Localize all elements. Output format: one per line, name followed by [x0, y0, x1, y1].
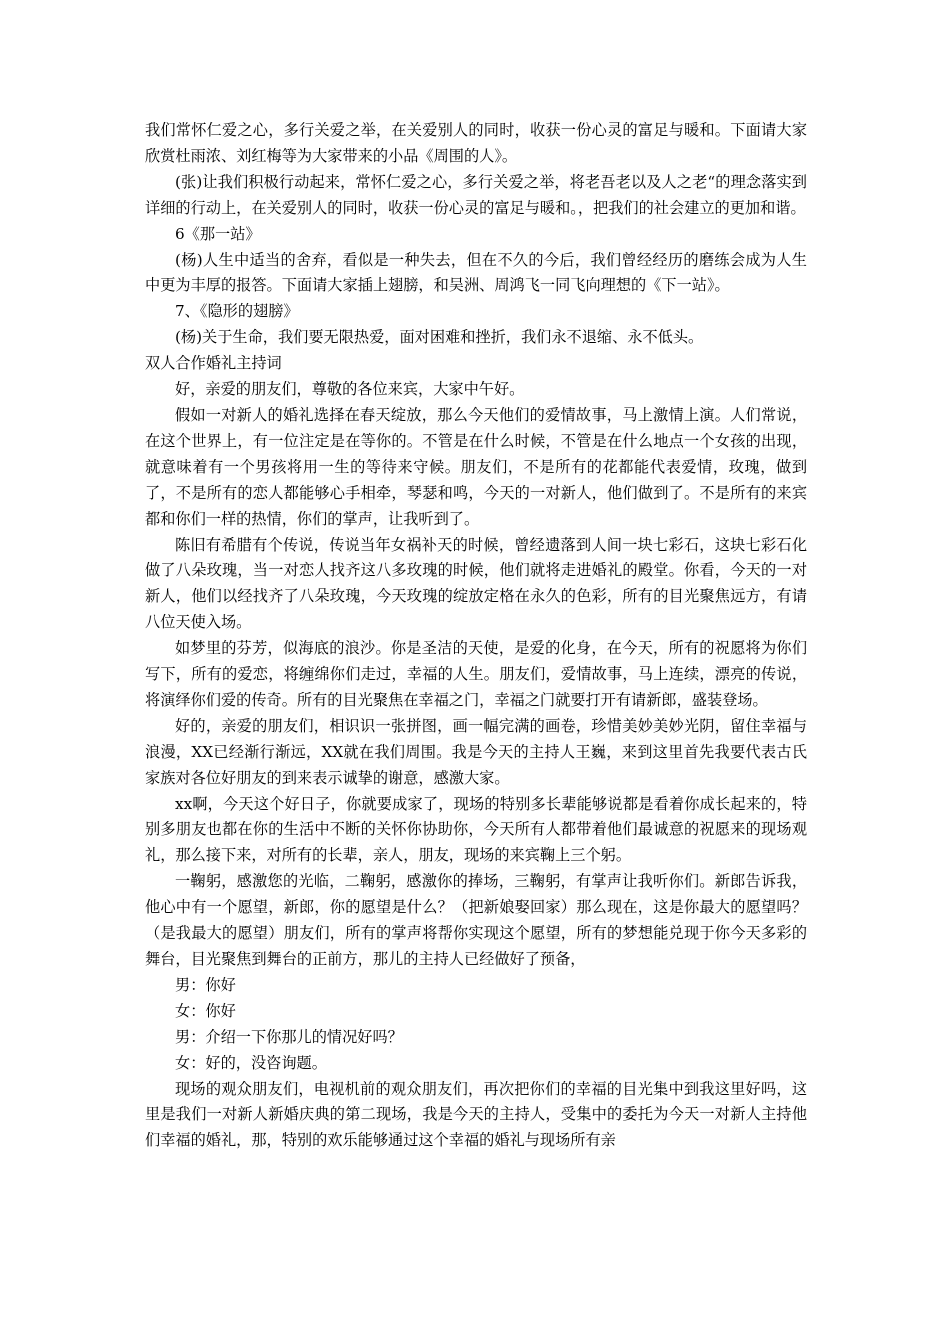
paragraph: (杨)关于生命，我们要无限热爱，面对困难和挫折，我们永不退缩、永不低头。 — [175, 328, 704, 347]
paragraph: (杨)人生中适当的舍弃，看似是一种失去，但在不久的今后，我们曾经经历的磨练会成为人生中更为丰厚的报答。下面请大家插上翅膀，和吴洲、周鸿飞一同飞向理想的《下一站》。 — [145, 250, 807, 295]
paragraph: xx啊，今天这个好日子，你就要成家了，现场的特别多长辈能够说都是看着你成长起来的，特别多朋友也都在你的生活中不断的关怀你协助你，今天所有人都带着他们最诚意的祝愿来的现场观礼，那么接下来，对所有的长辈，亲人，朋友，现场的来宾鞠上三个躬。 — [145, 794, 807, 865]
dialogue-line: 男：你好 — [175, 975, 236, 994]
section-heading: 6《那一站》 — [175, 224, 261, 243]
document-title: 双人合作婚礼主持词 — [145, 354, 282, 373]
paragraph: 如梦里的芬芳，似海底的浪沙。你是圣洁的天使，是爱的化身，在今天，所有的祝愿将为你们写下，所有的爱恋，将缠绵你们走过，幸福的人生。朋友们，爱情故事，马上连续，漂亮的传说，将演绎你们爱的传奇。所有的目光聚焦在幸福之门，幸福之门就要打开有请新郎，盛装登场。 — [145, 639, 807, 709]
paragraph: 陈旧有希腊有个传说，传说当年女祸补天的时候，曾经遗落到人间一块七彩石，这块七彩石化做了八朵玫瑰，当一对恋人找齐这八多玫瑰的时候，他们就将走进婚礼的殿堂。你看，今天的一对新人，他们以经找齐了八朵玫瑰，今天玫瑰的绽放定格在永久的色彩，所有的目光聚焦远方，有请八位天使入场。 — [145, 535, 807, 632]
paragraph: 现场的观众朋友们，电视机前的观众朋友们，再次把你们的幸福的目光集中到我这里好吗，这里是我们一对新人新婚庆典的第二现场，我是今天的主持人，受集中的委托为今天一对新人主持他们幸福的婚礼，那，特别的欢乐能够通过这个幸福的婚礼与现场所有亲 — [145, 1079, 807, 1150]
dialogue-line: 女：你好 — [175, 1001, 236, 1020]
dialogue-line: 女：好的，没咨询题。 — [175, 1053, 327, 1072]
document-body — [145, 118, 807, 1154]
paragraph: 好的，亲爱的朋友们，相识识一张拼图，画一幅完满的画卷，珍惜美妙美妙光阴，留住幸福与浪漫，XX已经渐行渐远，XX就在我们周围。我是今天的主持人王巍，来到这里首先我要代表古氏家族对各位好朋友的到来表示诚挚的谢意，感激大家。 — [145, 716, 807, 787]
section-heading: 7、《隐形的翅膀》 — [175, 302, 299, 321]
dialogue-line: 男：介绍一下你那儿的情况好吗？ — [175, 1027, 403, 1046]
paragraph: 好，亲爱的朋友们，尊敬的各位来宾，大家中午好。 — [175, 380, 525, 399]
paragraph: (张)让我们积极行动起来，常怀仁爱之心，多行关爱之举，将老吾老以及人之老“的理念落实到详细的行动上，在关爱别人的同时，收获一份心灵的富足与暖和。，把我们的社会建立的更加和谐。 — [145, 172, 807, 217]
paragraph: 一鞠躬，感激您的光临，二鞠躬，感激你的捧场，三鞠躬，有掌声让我听你们。新郎告诉我，他心中有一个愿望，新郎，你的愿望是什么？（把新娘娶回家）那么现在，这是你最大的愿望吗？（是我最大的愿望）朋友们，所有的掌声将帮你实现这个愿望，所有的梦想能兑现于你今天多彩的舞台，目光聚焦到舞台的正前方，那儿的主持人已经做好了预备， — [145, 872, 807, 968]
paragraph: 我们常怀仁爱之心，多行关爱之举，在关爱别人的同时，收获一份心灵的富足与暖和。下面请大家欣赏杜雨浓、刘红梅等为大家带来的小品《周围的人》。 — [145, 121, 807, 165]
paragraph: 假如一对新人的婚礼选择在春天绽放，那么今天他们的爱情故事，马上激情上演。人们常说，在这个世界上，有一位注定是在等你的。不管是在什么时候，不管是在什么地点一个女孩的出现，就意味着有一个男孩将用一生的等待来守候。朋友们，不是所有的花都能代表爱情，玫瑰，做到了，不是所有的恋人都能够心手相牵，琴瑟和鸣，今天的一对新人，他们做到了。不是所有的来宾都和你们一样的热情，你们的掌声，让我听到了。 — [145, 405, 807, 528]
